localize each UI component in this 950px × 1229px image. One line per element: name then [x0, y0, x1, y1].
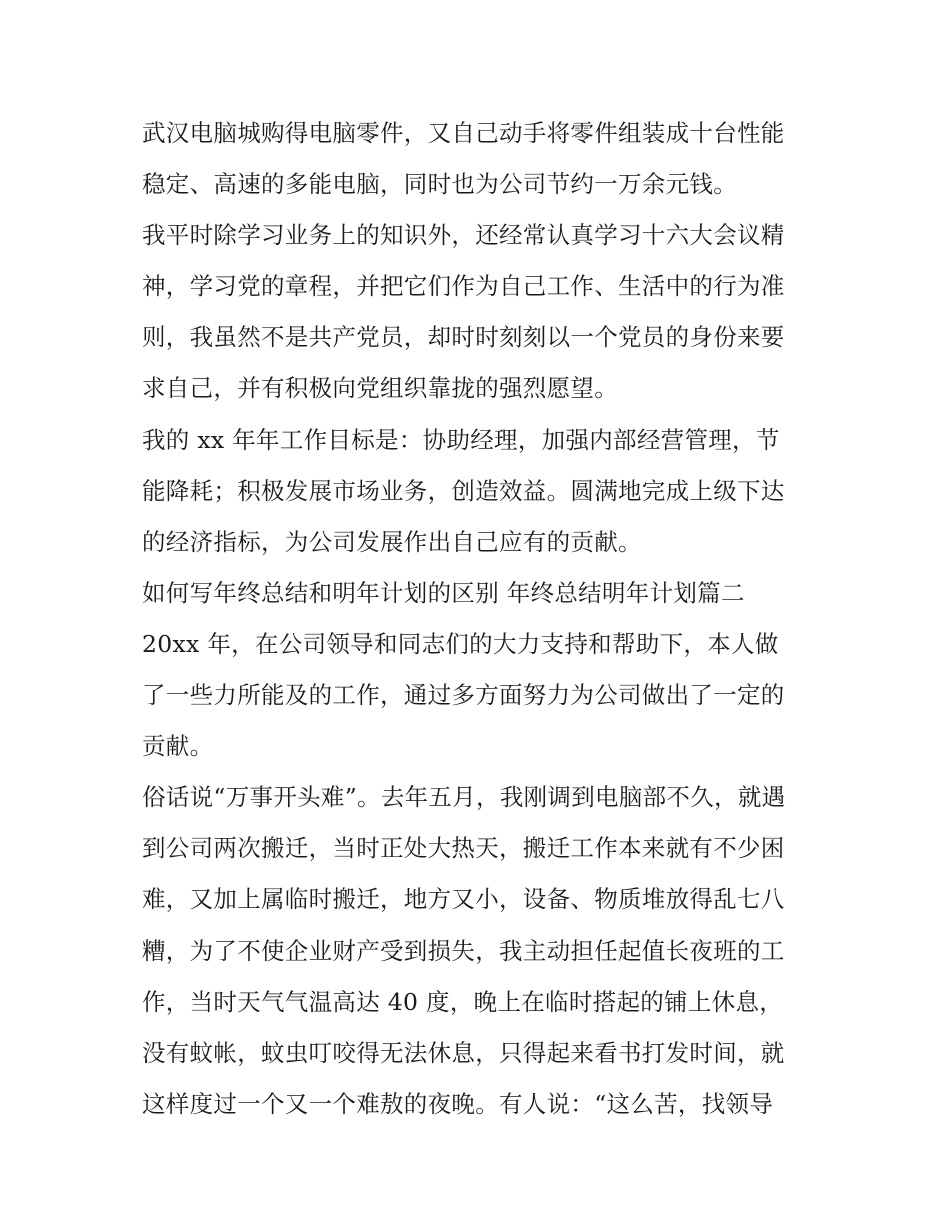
text-line: 糟，为了不使企业财产受到损失，我主动担任起值长夜班的工: [142, 936, 785, 965]
document-body: [142, 108, 822, 1130]
text-line: 到公司两次搬迁，当时正处大热天，搬迁工作本来就有不少困: [142, 834, 785, 863]
text-line: 则，我虽然不是共产党员，却时时刻刻以一个党员的身份来要: [142, 323, 785, 352]
text-line: 这样度过一个又一个难敖的夜晚。有人说：“这么苦，找领导: [142, 1089, 774, 1118]
text-line: 神，学习党的章程，并把它们作为自己工作、生活中的行为准: [142, 272, 785, 301]
text-line: 作，当时天气气温高达 40 度，晚上在临时搭起的铺上休息，: [142, 987, 784, 1016]
text-line: 的经济指标，为公司发展作出自己应有的贡献。: [142, 527, 642, 556]
text-line: 能降耗；积极发展市场业务，创造效益。圆满地完成上级下达: [142, 476, 785, 505]
text-line: 贡献。: [142, 732, 214, 761]
text-line: 没有蚊帐，蚊虫叮咬得无法休息，只得起来看书打发时间，就: [142, 1038, 785, 1067]
section-heading: 如何写年终总结和明年计划的区别 年终总结明年计划篇二: [142, 578, 745, 607]
text-line: 我平时除学习业务上的知识外，还经常认真学习十六大会议精: [142, 221, 785, 250]
text-line: 我的 xx 年年工作目标是：协助经理，加强内部经营管理，节: [142, 425, 780, 454]
text-line: 俗话说“万事开头难”。去年五月，我刚调到电脑部不久，就遇: [142, 783, 786, 812]
text-line: 难，又加上属临时搬迁，地方又小，设备、物质堆放得乱七八: [142, 885, 785, 914]
text-line: 20xx 年，在公司领导和同志们的大力支持和帮助下，本人做: [142, 629, 779, 658]
text-line: 求自己，并有积极向党组织靠拢的强烈愿望。: [142, 374, 618, 403]
text-line: 了一些力所能及的工作，通过多方面努力为公司做出了一定的: [142, 681, 785, 710]
text-line: 稳定、高速的多能电脑，同时也为公司节约一万余元钱。: [142, 170, 737, 199]
text-line: 武汉电脑城购得电脑零件，又自己动手将零件组装成十台性能: [142, 119, 785, 147]
